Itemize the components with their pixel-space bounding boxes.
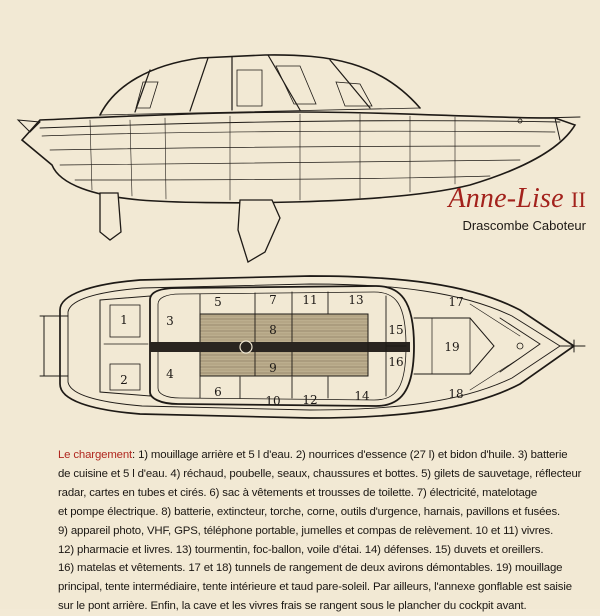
label-6: 6	[214, 385, 222, 399]
label-4: 4	[166, 367, 174, 381]
boat-name	[390, 183, 586, 215]
label-7: 7	[269, 293, 277, 307]
caption-line-5: 9) appareil photo, VHF, GPS, téléphone portable, jumelles et compas de relèvement. 10 et 11) vivres.	[58, 524, 554, 537]
label-16: 16	[388, 355, 404, 369]
caption-lead: Le chargement	[58, 449, 133, 461]
caption-line-3: radar, cartes en tubes et cirés. 6) sac à vêtements et trousses de toilette. 7) électricité, matelotage	[58, 486, 538, 499]
label-13: 13	[348, 293, 364, 307]
caption-line-8: principal, tente intermédiaire, tente intérieure et taud pare-soleil. Par ailleurs, l'annexe gonflable est saisie	[58, 581, 572, 594]
caption-line-6: 12) pharmacie et livres. 13) tourmentin, foc-ballon, voile d'étai. 14) défenses. 15) duvets et oreillers.	[58, 543, 544, 556]
label-2: 2	[120, 373, 128, 387]
caption-line-1	[58, 446, 578, 465]
label-12: 12	[302, 393, 318, 407]
label-15: 15	[388, 323, 404, 337]
label-9: 9	[269, 361, 277, 375]
label-8: 8	[269, 323, 277, 337]
caption-line-1-text: : 1) mouillage arrière et 5 l d'eau. 2) nourrices d'essence (27 l) et bidon d'huile. 3) batterie	[132, 449, 568, 461]
label-11: 11	[302, 293, 318, 307]
boat-model: Drascombe Caboteur	[462, 218, 586, 233]
boat-name-numeral: II	[570, 187, 586, 212]
label-5: 5	[214, 295, 222, 309]
caption-line-2: de cuisine et 5 l d'eau. 4) réchaud, poubelle, seaux, chaussures et bottes. 5) gilets de sauvetage, réflecteur	[58, 467, 582, 480]
centreboard	[238, 200, 280, 262]
caption-line-7: 16) matelas et vêtements. 17 et 18) tunnels de rangement de deux avirons démontables. 19) mouillage	[58, 562, 563, 575]
label-19: 19	[444, 340, 460, 354]
caption-line-9: sur le pont arrière. Enfin, la cave et les vivres frais se rangent sous le plancher du cockpit avant.	[58, 600, 527, 613]
label-1: 1	[120, 313, 128, 327]
label-14: 14	[354, 389, 370, 403]
boat-name-text: Anne-Lise	[448, 183, 564, 214]
label-10: 10	[265, 394, 281, 408]
label-18: 18	[448, 387, 464, 401]
label-3: 3	[166, 314, 174, 328]
rudder	[100, 193, 121, 240]
caption-line-4: et pompe électrique. 8) batterie, extincteur, torche, corne, outils d'urgence, harnais, pavillons et fusées.	[58, 505, 561, 518]
loading-caption	[58, 446, 582, 616]
label-17: 17	[448, 295, 464, 309]
